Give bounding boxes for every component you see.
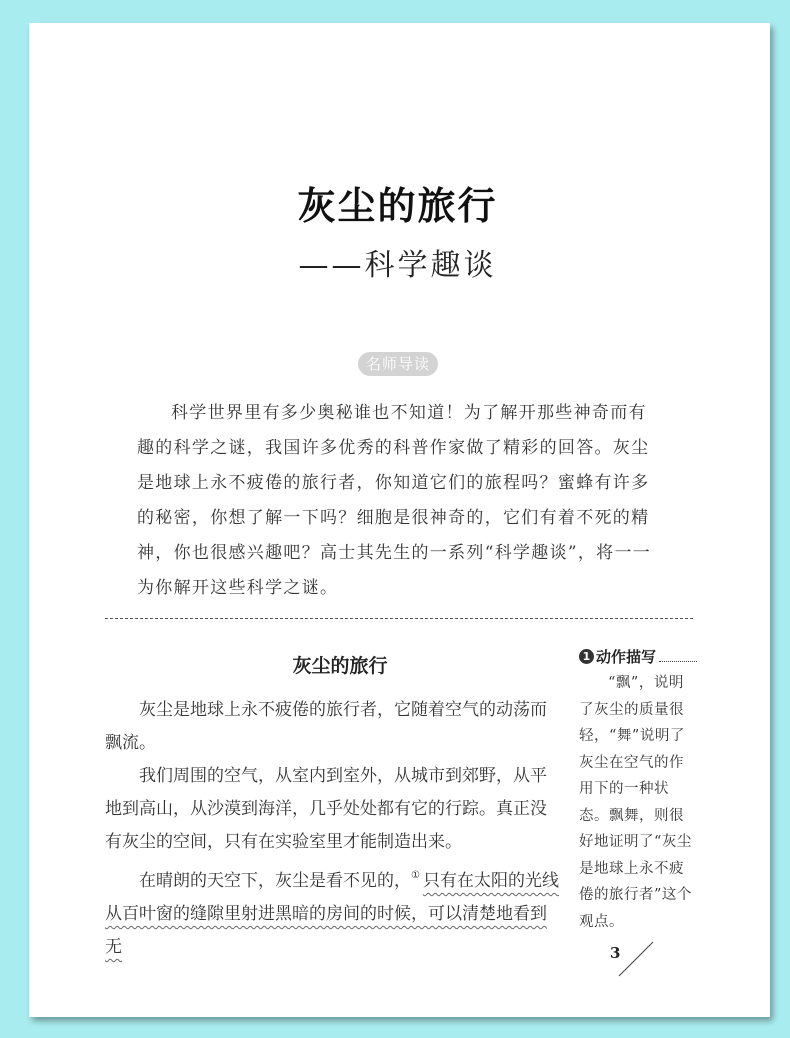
body-text <box>105 694 563 964</box>
annotation-marker: ① <box>411 870 420 881</box>
page-number: 3 <box>610 944 621 962</box>
page-corner-slash <box>615 940 655 978</box>
para3-start: 在晴朗的天空下，灰尘是看不见的， <box>139 871 411 891</box>
page-title: 灰尘的旅行 <box>297 184 498 228</box>
underlined-text: 只有在太阳的光线从百叶窗的缝隙里射进黑暗的房间的时候，可以清楚地看到无 <box>105 871 559 957</box>
side-note <box>579 670 697 935</box>
guide-badge: 名师导读 <box>358 352 438 376</box>
note-heading <box>579 646 697 667</box>
body-paragraph-2: 我们周围的空气，从室内到室外，从城市到郊野，从平地到高山，从沙漠到海洋，几乎处处都有它的行踪。真正没有灰尘的空间，只有在实验室里才能制造出来。 <box>105 766 547 852</box>
body-paragraph-1: 灰尘是地球上永不疲倦的旅行者，它随着空气的动荡而飘流。 <box>105 700 547 753</box>
side-note-text: “飘”，说明了灰尘的质量很轻，“舞”说明了灰尘在空气的作用下的一种状态。飘舞，则很好地证明了“灰尘是地球上永不疲倦的旅行者”这个观点。 <box>579 675 692 930</box>
note-dots <box>659 651 697 662</box>
intro-paragraph: 科学世界里有多少奥秘谁也不知道！为了解开那些神奇而有趣的科学之谜，我国许多优秀的科普作家做了精彩的回答。灰尘是地球上永不疲倦的旅行者，你知道它们的旅程吗？蜜蜂有许多的秘密，你想了解一下吗？细胞是很神奇的，它们有着不死的精神，你也很感兴趣吧？高士其先生的一系列“科学趣谈”，将一一为你解开这些科学之谜。 <box>137 403 652 598</box>
intro-text <box>137 396 665 606</box>
page-subtitle: ——科学趣谈 <box>298 248 497 283</box>
body-paragraph-3 <box>105 859 563 964</box>
note-heading-label: 动作描写 <box>596 648 657 666</box>
section-title: 灰尘的旅行 <box>292 655 388 677</box>
dotted-divider <box>105 618 693 619</box>
note-number: 1 <box>579 649 594 664</box>
